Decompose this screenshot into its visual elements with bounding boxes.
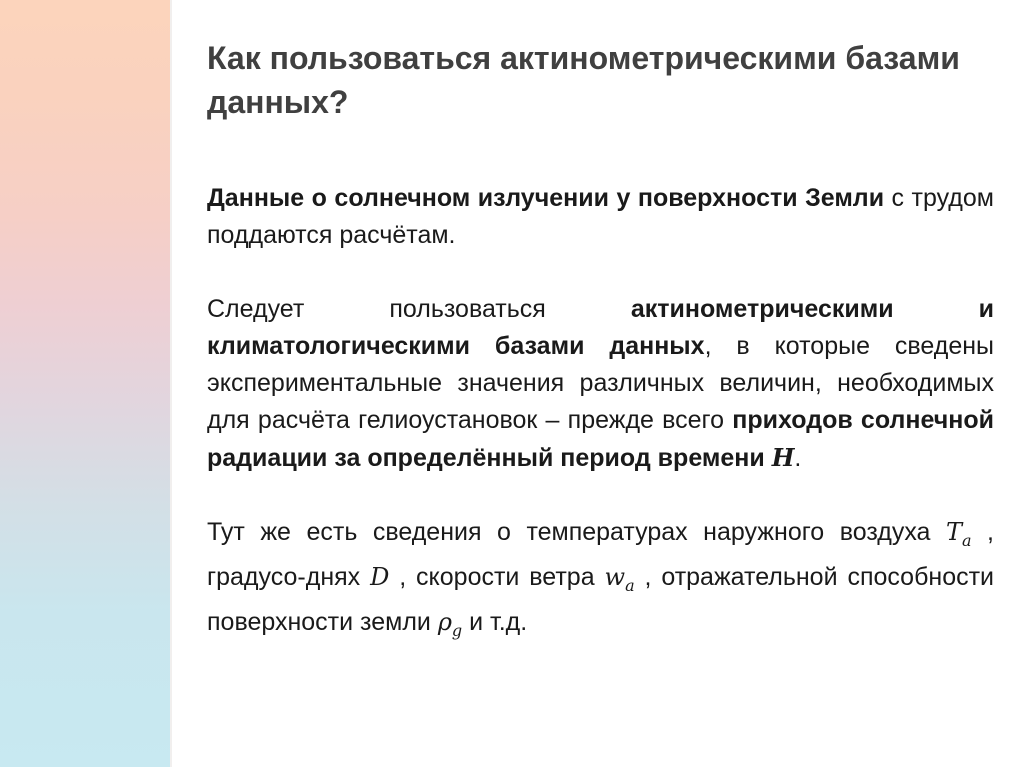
subscript-a-2: a bbox=[625, 576, 635, 595]
symbol-D: D bbox=[370, 563, 390, 591]
paragraph-3 bbox=[207, 514, 994, 649]
symbol-rho: ρ bbox=[437, 608, 452, 636]
p3-text-3: , скорости ветра bbox=[389, 563, 605, 591]
p3-text-1: Тут же есть сведения о температурах наружного воздуха bbox=[207, 518, 946, 546]
p1-text: с трудом поддаются расчётам. bbox=[207, 184, 994, 249]
symbol-w: w bbox=[604, 563, 626, 591]
slide-body bbox=[207, 180, 994, 649]
paragraph-2 bbox=[207, 291, 994, 477]
subscript-a-1: a bbox=[961, 531, 972, 550]
p2-text-2: , в которые сведены экспериментальные значения различных величин, необходимых для расчёта гелиоустановок – прежде всего bbox=[207, 332, 995, 434]
p3-text-2: , градусо-днях bbox=[207, 518, 994, 591]
p2-bold-2: приходов солнечной радиации за определённый период времени bbox=[207, 406, 994, 472]
subscript-g: g bbox=[451, 621, 463, 640]
decorative-gradient-band bbox=[0, 0, 172, 767]
p1-bold-text: Данные о солнечном излучении у поверхности Земли bbox=[207, 184, 885, 212]
p3-text-4: , отражательной способности поверхности земли bbox=[207, 563, 995, 636]
p3-text-5: и т.д. bbox=[462, 608, 528, 636]
p2-bold-1: актинометрическими и климатологическими базами данных bbox=[207, 295, 994, 360]
paragraph-1 bbox=[207, 180, 994, 254]
symbol-H: H bbox=[771, 443, 795, 472]
p2-text-1: Следует пользоваться bbox=[207, 295, 631, 323]
symbol-T: T bbox=[945, 518, 962, 546]
p2-text-3: . bbox=[794, 444, 802, 472]
slide-title: Как пользоваться актинометрическими базами данных? bbox=[207, 40, 960, 120]
